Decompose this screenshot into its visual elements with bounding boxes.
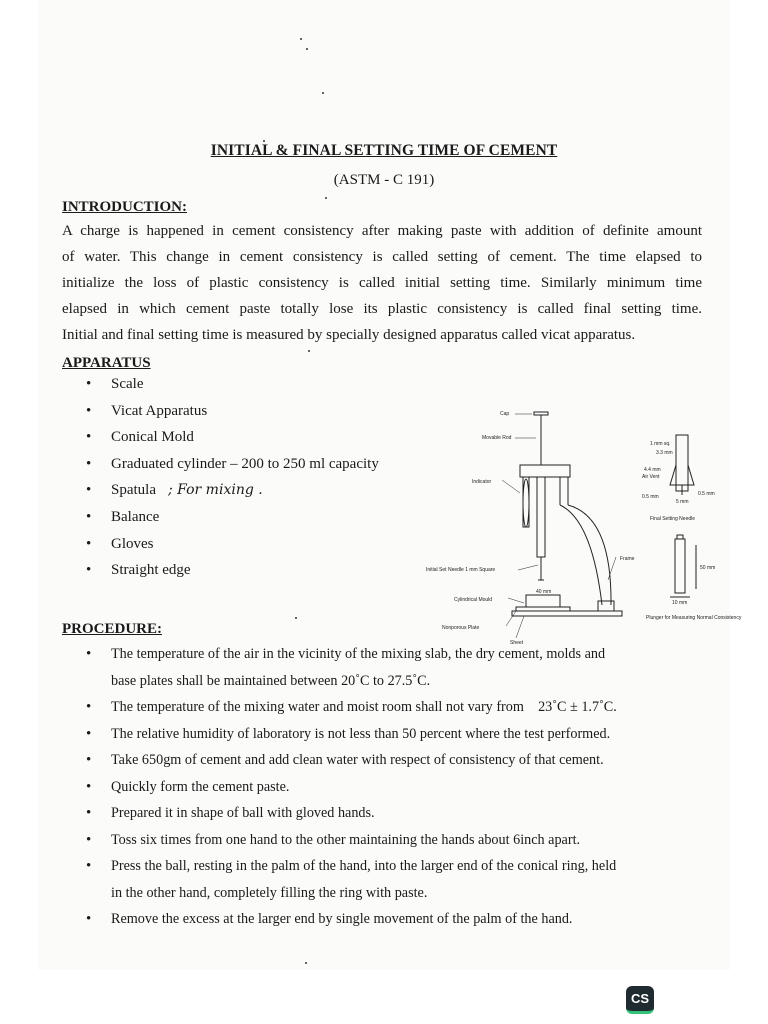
page-title: INITIAL & FINAL SETTING TIME OF CEMENT	[210, 142, 558, 159]
frame-top	[520, 465, 570, 477]
nonporous-plate	[516, 607, 570, 611]
list-item	[86, 641, 706, 694]
list-item	[86, 403, 379, 430]
camscanner-badge: CS	[626, 986, 654, 1014]
plunger-detail	[675, 539, 685, 593]
list-item	[86, 376, 379, 403]
cylindrical-mould-label: Cylindrical Mould	[454, 597, 493, 603]
intro-line: of water. This change in cement consistency is called setting of cement. The time elapsed to	[62, 249, 702, 265]
list-item-label: Gloves	[111, 535, 154, 552]
list-item-label: Graduated cylinder – 200 to 250 ml capacity	[111, 455, 379, 472]
cylindrical-mould	[526, 595, 560, 607]
dimension-label: 4.4 mm	[644, 467, 661, 473]
introduction-heading: INTRODUCTION:	[62, 199, 188, 215]
list-item-label: Press the ball, resting in the palm of the hand, into the larger end of the conical ring, held	[111, 858, 617, 874]
cap-label: Cap	[500, 411, 510, 417]
indicator-label: Indicator	[472, 479, 492, 485]
scan-speck	[306, 48, 308, 50]
dimension-label: 40 mm	[536, 589, 552, 595]
final-needle-label: Final Setting Needle	[650, 516, 696, 522]
dimension-label: 1 mm sq.	[650, 441, 671, 447]
apparatus-heading: APPARATUS	[62, 355, 151, 371]
scan-speck	[322, 92, 324, 94]
sheet-label: Sheet	[510, 640, 524, 646]
dimension-label: 0.5 mm	[642, 494, 659, 500]
intro-line: Initial and final setting time is measured by specially designed apparatus called vicat apparatus.	[62, 327, 636, 343]
list-item-label: Straight edge	[111, 562, 191, 579]
scan-speck	[305, 962, 307, 964]
vicat-apparatus-diagram	[420, 405, 742, 646]
nonporous-plate-label: Nonporous Plate	[442, 625, 480, 631]
list-item-label: The relative humidity of laboratory is not less than 50 percent where the test performed.	[111, 725, 611, 742]
dimension-label: 3.3 mm	[656, 450, 673, 456]
list-item-continuation: in the other hand, completely filling the ring with paste.	[111, 884, 428, 901]
list-item-label: Vicat Apparatus	[111, 402, 208, 419]
page-subtitle: (ASTM - C 191)	[333, 172, 435, 188]
list-item	[86, 429, 379, 456]
plunger-label: Plunger for Measuring Normal Consistency	[646, 615, 742, 621]
procedure-list	[86, 641, 706, 933]
scan-speck	[300, 38, 302, 40]
list-item	[86, 456, 379, 483]
list-item	[86, 827, 706, 854]
intro-line: elapsed in which cement paste totally lose its plastic consistency is called final setting time.	[62, 301, 702, 317]
dimension-label: 0.5 mm	[698, 491, 715, 497]
cap-shape	[534, 412, 548, 415]
scan-speck	[325, 197, 327, 199]
final-needle-detail	[676, 435, 688, 491]
list-item	[86, 800, 706, 827]
list-item	[86, 536, 379, 563]
introduction-paragraph	[62, 218, 702, 348]
procedure-heading: PROCEDURE:	[62, 621, 162, 637]
list-item-label: Take 650gm of cement and add clean water with respect of consistency of that cement.	[111, 752, 604, 768]
list-item-label: Toss six times from one hand to the other maintaining the hands about 6inch apart.	[111, 831, 581, 848]
movable-rod-label: Movable Rod	[482, 435, 512, 441]
list-item	[86, 509, 379, 536]
initial-needle-label: Initial Set Needle 1 mm Square	[426, 567, 496, 573]
list-item	[86, 774, 706, 801]
dimension-label: 10 mm	[672, 600, 688, 606]
scan-speck	[295, 617, 297, 619]
frame-arm	[560, 505, 602, 605]
dimension-label: 5 mm	[676, 499, 689, 505]
list-item	[86, 721, 706, 748]
list-item-label: Scale	[111, 376, 144, 392]
list-item	[86, 694, 706, 721]
list-item-label: Prepared it in shape of ball with gloved hands.	[111, 805, 375, 821]
list-item	[86, 562, 379, 589]
list-item	[86, 906, 706, 933]
list-item-continuation: base plates shall be maintained between 20˚C to 27.5˚C.	[111, 672, 431, 689]
list-item-label: Quickly form the cement paste.	[111, 778, 290, 795]
list-item-label: Spatula	[111, 482, 156, 499]
dimension-label: 50 mm	[700, 565, 716, 571]
intro-line: initialize the loss of plastic consistency is called initial setting time. Similarly minimum time	[62, 275, 702, 291]
scan-speck	[308, 350, 310, 352]
list-item	[86, 853, 706, 906]
list-item-label: Remove the excess at the larger end by single movement of the palm of the hand.	[111, 911, 573, 927]
handwritten-note: ; For mixing .	[168, 482, 263, 499]
movable-rod	[537, 477, 545, 557]
list-item-label: The temperature of the mixing water and moist room shall not vary from 23˚C ± 1.7˚C.	[111, 699, 617, 715]
list-item	[86, 482, 379, 509]
intro-line: A charge is happened in cement consistency after making paste with addition of definite amount	[62, 223, 702, 239]
list-item-label: Balance	[111, 508, 160, 525]
list-item	[86, 747, 706, 774]
dimension-label: Air Vent	[642, 474, 660, 480]
apparatus-list	[86, 376, 379, 589]
list-item-label: Conical Mold	[111, 429, 194, 446]
frame-label: Frame	[620, 556, 635, 562]
base-sheet	[512, 611, 622, 616]
indicator-dial	[523, 479, 529, 527]
list-item-label: The temperature of the air in the vicinity of the mixing slab, the dry cement, molds and	[111, 646, 606, 662]
